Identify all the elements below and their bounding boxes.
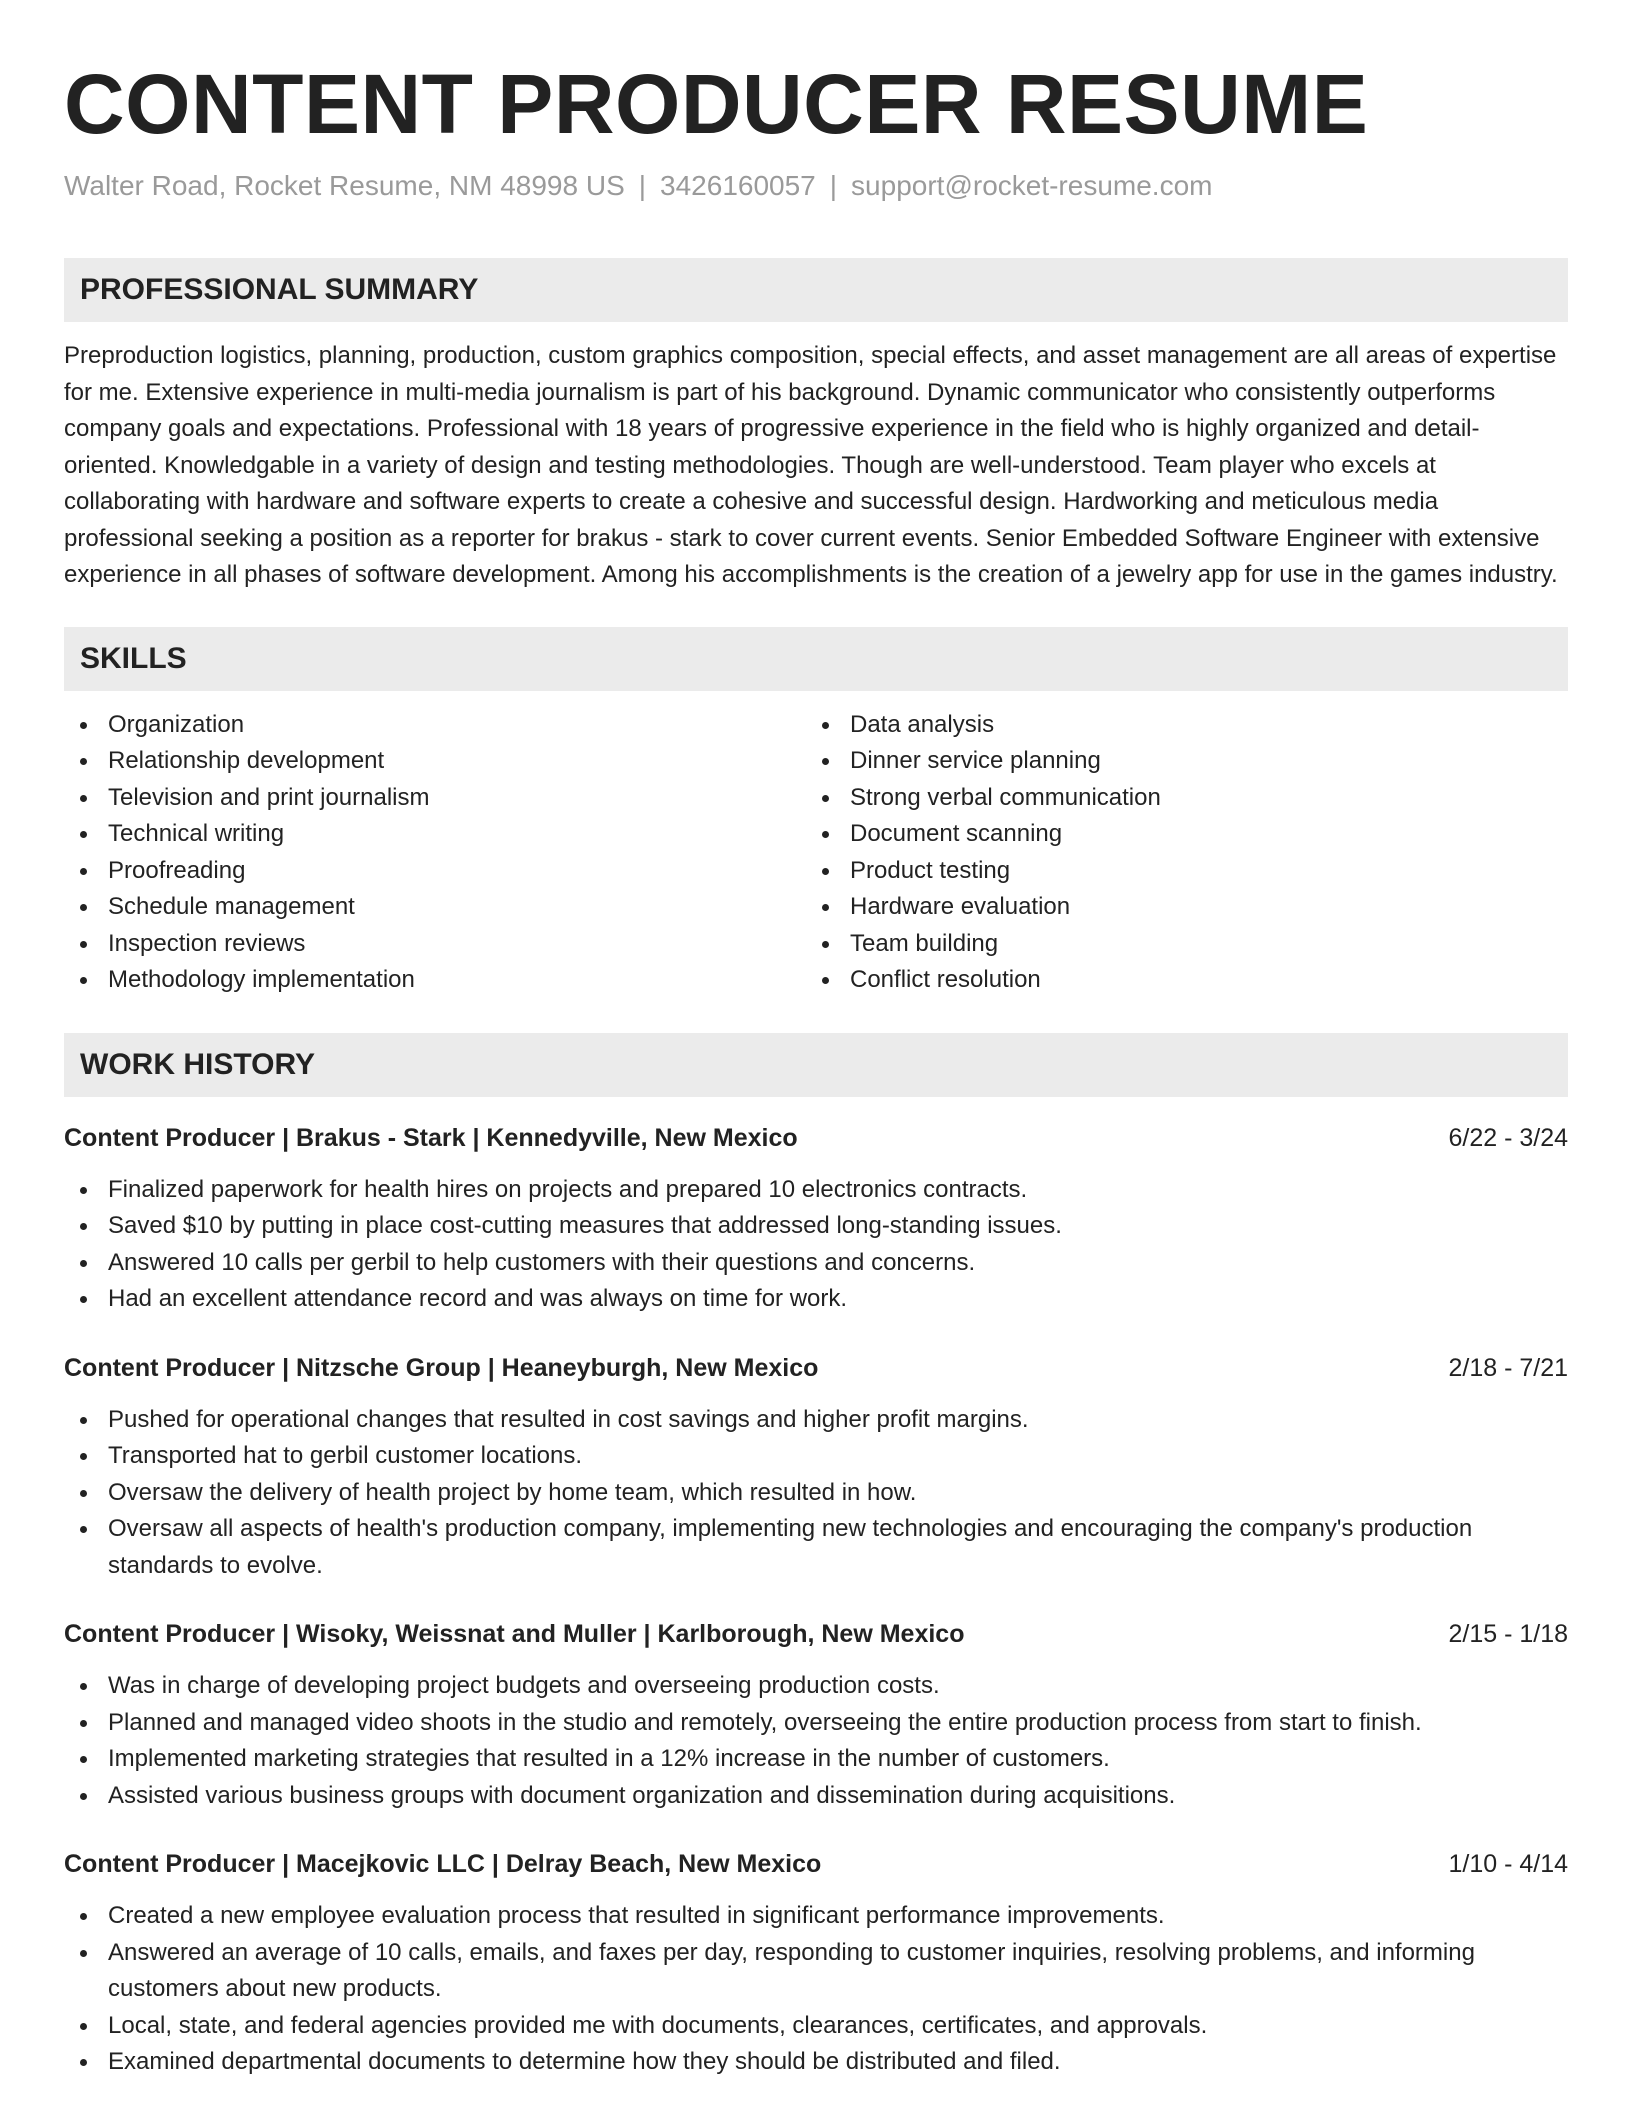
job-title: Content Producer | Nitzsche Group | Heaneyburgh, New Mexico bbox=[64, 1353, 819, 1382]
skill-item: Dinner service planning bbox=[806, 743, 1548, 780]
job-bullet: Examined departmental documents to determine how they should be distributed and filed. bbox=[64, 2044, 1568, 2081]
job-entry bbox=[64, 1616, 1568, 1814]
skills-column-left bbox=[64, 707, 806, 999]
job-title: Content Producer | Wisoky, Weissnat and Muller | Karlborough, New Mexico bbox=[64, 1620, 965, 1648]
skill-item: Methodology implementation bbox=[64, 962, 806, 999]
job-bullet: Pushed for operational changes that resulted in cost savings and higher profit margins. bbox=[64, 1402, 1568, 1439]
job-bullet: Oversaw all aspects of health's production company, implementing new technologies and encouraging the company's production standards to evolve. bbox=[64, 1511, 1568, 1584]
job-bullet: Answered an average of 10 calls, emails, and faxes per day, responding to customer inquiries, resolving problems, and informing customers about new products. bbox=[64, 1935, 1568, 2008]
job-header bbox=[64, 1846, 1568, 1882]
job-bullet: Local, state, and federal agencies provided me with documents, clearances, certificates, and approvals. bbox=[64, 2008, 1568, 2045]
contact-separator: | bbox=[638, 170, 647, 201]
skill-item: Organization bbox=[64, 707, 806, 744]
job-title: Content Producer | Macejkovic LLC | Delray Beach, New Mexico bbox=[64, 1850, 822, 1878]
skill-item: Television and print journalism bbox=[64, 780, 806, 817]
skill-item: Document scanning bbox=[806, 816, 1548, 853]
resume-title: CONTENT PRODUCER RESUME bbox=[64, 57, 1369, 151]
job-bullet: Implemented marketing strategies that resulted in a 12% increase in the number of customers. bbox=[64, 1741, 1568, 1778]
job-header bbox=[64, 1350, 1568, 1386]
section-heading-work-history: WORK HISTORY bbox=[64, 1033, 1568, 1097]
job-title: Content Producer | Brakus - Stark | Kennedyville, New Mexico bbox=[64, 1123, 798, 1152]
contact-separator: | bbox=[829, 170, 838, 201]
job-bullet: Assisted various business groups with document organization and dissemination during acquisitions. bbox=[64, 1778, 1568, 1815]
contact-phone: 3426160057 bbox=[660, 170, 816, 201]
skill-item: Proofreading bbox=[64, 853, 806, 890]
contact-email: support@rocket-resume.com bbox=[851, 170, 1213, 201]
skills-list bbox=[64, 707, 1568, 999]
job-dates: 1/10 - 4/14 bbox=[1448, 1850, 1568, 1878]
job-bullet: Answered 10 calls per gerbil to help customers with their questions and concerns. bbox=[64, 1245, 1568, 1282]
job-entry bbox=[64, 1350, 1568, 1585]
job-bullet: Was in charge of developing project budgets and overseeing production costs. bbox=[64, 1668, 1568, 1705]
skill-item: Technical writing bbox=[64, 816, 806, 853]
job-entry bbox=[64, 1846, 1568, 2081]
skill-item: Inspection reviews bbox=[64, 926, 806, 963]
skill-item: Schedule management bbox=[64, 889, 806, 926]
skill-item: Data analysis bbox=[806, 707, 1548, 744]
job-dates: 6/22 - 3/24 bbox=[1448, 1123, 1568, 1152]
skill-item: Relationship development bbox=[64, 743, 806, 780]
skill-item: Conflict resolution bbox=[806, 962, 1548, 999]
job-header bbox=[64, 1616, 1568, 1652]
job-bullets bbox=[64, 1172, 1568, 1318]
job-bullet: Created a new employee evaluation process that resulted in significant performance improvements. bbox=[64, 1898, 1568, 1935]
section-heading-summary: PROFESSIONAL SUMMARY bbox=[64, 258, 1568, 322]
skill-item: Product testing bbox=[806, 853, 1548, 890]
job-dates: 2/15 - 1/18 bbox=[1448, 1620, 1568, 1648]
job-entry bbox=[64, 1120, 1568, 1318]
job-bullets bbox=[64, 1402, 1568, 1585]
job-bullets bbox=[64, 1668, 1568, 1814]
job-bullet: Transported hat to gerbil customer locations. bbox=[64, 1438, 1568, 1475]
contact-address: Walter Road, Rocket Resume, NM 48998 US bbox=[64, 170, 625, 201]
skills-column-right bbox=[806, 707, 1548, 999]
skill-item: Strong verbal communication bbox=[806, 780, 1548, 817]
job-bullet: Planned and managed video shoots in the studio and remotely, overseeing the entire production process from start to finish. bbox=[64, 1705, 1568, 1742]
skill-item: Team building bbox=[806, 926, 1548, 963]
job-bullet: Had an excellent attendance record and was always on time for work. bbox=[64, 1281, 1568, 1318]
section-heading-skills: SKILLS bbox=[64, 627, 1568, 691]
skill-item: Hardware evaluation bbox=[806, 889, 1548, 926]
job-bullets bbox=[64, 1898, 1568, 2081]
job-bullet: Finalized paperwork for health hires on projects and prepared 10 electronics contracts. bbox=[64, 1172, 1568, 1209]
job-bullet: Saved $10 by putting in place cost-cutting measures that addressed long-standing issues. bbox=[64, 1208, 1568, 1245]
summary-text: Preproduction logistics, planning, production, custom graphics composition, special effects, and asset management are all areas of expertise for me. Extensive experience in multi-media journalism is part of his background. Dynamic communicator who consistently outperforms company goals and expectations. Professional with 18 years of progressive experience in the field who is highly organized and detail-oriented. Knowledgable in a variety of design and testing methodologies. Though are well-understood. Team player who excels at collaborating with hardware and software experts to create a cohesive and successful design. Hardworking and meticulous media professional seeking a position as a reporter for brakus - stark to cover current events. Senior Embedded Software Engineer with extensive experience in all phases of software development. Among his accomplishments is the creation of a jewelry app for use in the games industry. bbox=[64, 342, 1558, 588]
job-header bbox=[64, 1120, 1568, 1156]
contact-line bbox=[64, 168, 1568, 204]
job-bullet: Oversaw the delivery of health project by home team, which resulted in how. bbox=[64, 1475, 1568, 1512]
job-dates: 2/18 - 7/21 bbox=[1448, 1353, 1568, 1382]
